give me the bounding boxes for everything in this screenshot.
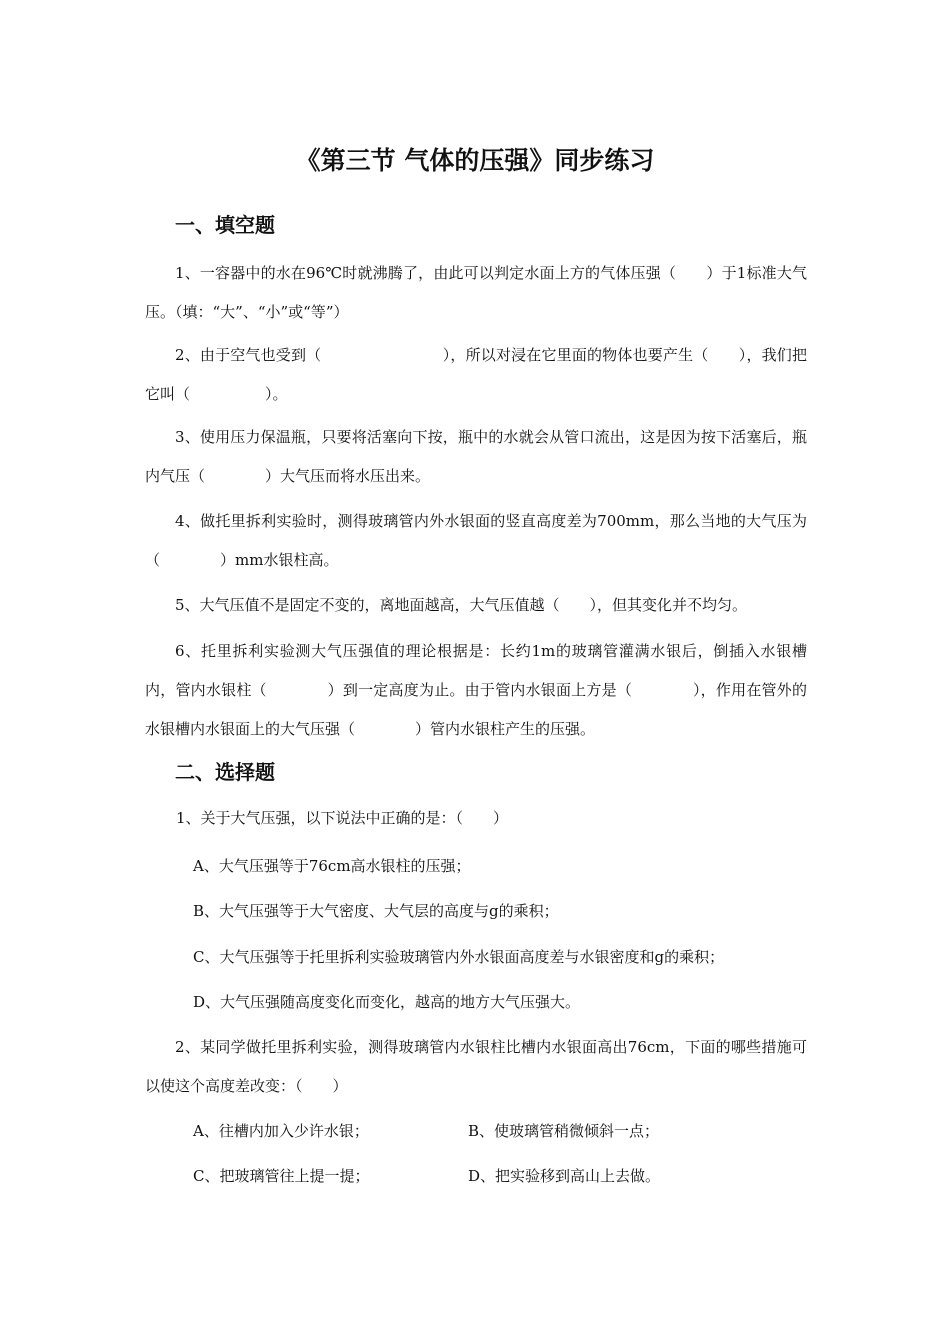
fill-question-2: 2、由于空气也受到（ ），所以对浸在它里面的物体也要产生（ ），我们把它叫（ ）。 — [145, 346, 807, 403]
choice-question-1-option-d: D、大气压强随高度变化而变化，越高的地方大气压强大。 — [193, 993, 581, 1011]
choice-question-1-option-b: B、大气压强等于大气密度、大气层的高度与g的乘积； — [193, 902, 559, 920]
choice-question-1-stem: 1、关于大气压强，以下说法中正确的是：（ ） — [176, 809, 509, 827]
section-heading-choice: 二、选择题 — [175, 760, 275, 784]
page-title: 《第三节 气体的压强》同步练习 — [295, 146, 655, 175]
choice-question-1-option-a: A、大气压强等于76cm高水银柱的压强； — [193, 857, 471, 875]
choice-question-2-option-b: B、使玻璃管稍微倾斜一点； — [468, 1122, 660, 1140]
fill-question-3: 3、使用压力保温瓶，只要将活塞向下按，瓶中的水就会从管口流出，这是因为按下活塞后，瓶内气压（ ）大气压而将水压出来。 — [145, 428, 807, 485]
fill-question-6: 6、托里拆利实验测大气压强值的理论根据是：长约1m的玻璃管灌满水银后，倒插入水银槽内，管内水银柱（ ）到一定高度为止。由于管内水银面上方是（ ），作用在管外的水银槽内水银面上的大气压强（ ）管内水银柱产生的压强。 — [145, 642, 807, 738]
choice-question-2-option-d: D、把实验移到高山上去做。 — [468, 1167, 661, 1185]
fill-question-4: 4、做托里拆利实验时，测得玻璃管内外水银面的竖直高度差为700mm，那么当地的大气压为（ ）mm水银柱高。 — [145, 512, 807, 569]
fill-question-5: 5、大气压值不是固定不变的，离地面越高，大气压值越（ ），但其变化并不均匀。 — [175, 596, 748, 614]
choice-question-2-stem: 2、某同学做托里拆利实验，测得玻璃管内水银柱比槽内水银面高出76cm，下面的哪些措施可以使这个高度差改变：（ ） — [145, 1038, 807, 1095]
choice-question-2-option-c: C、把玻璃管往上提一提； — [193, 1167, 370, 1185]
fill-question-1: 1、一容器中的水在96℃时就沸腾了，由此可以判定水面上方的气体压强（ ）于1标准大气压。（填：“大”、“小”或“等”） — [145, 264, 807, 321]
section-heading-fill-in: 一、填空题 — [175, 213, 275, 237]
choice-question-1-option-c: C、大气压强等于托里拆利实验玻璃管内外水银面高度差与水银密度和g的乘积； — [193, 948, 725, 966]
choice-question-2-option-a: A、往槽内加入少许水银； — [193, 1122, 369, 1140]
